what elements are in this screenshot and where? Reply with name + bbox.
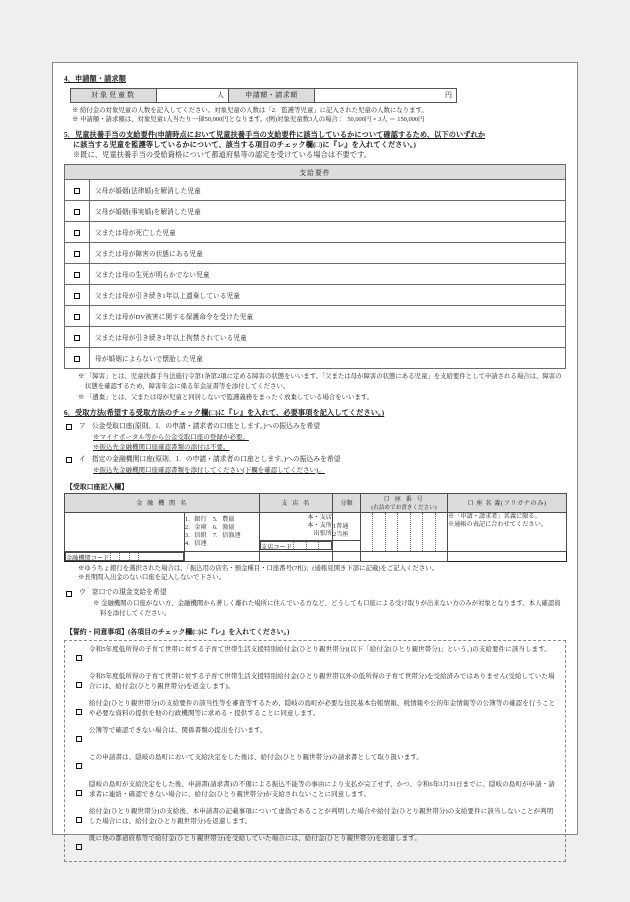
section-5-heading: [64, 131, 566, 160]
col-account-number-sub: (右詰めでお書きください): [361, 503, 447, 512]
consent-text-7: 給付金(ひとり親世帯分)の支給後、本申請書の記載事項について虚偽であることが判明した場合や給付金(ひとり親世帯分)の支給要件に該当しないことが判明した場合には、給付金(ひとり親世帯分)を返還します。: [89, 807, 554, 825]
consent-text-2: 令和5年度低所得の子育て世帯に対する子育て世帯生活支援特別給付金(ひとり親世帯以外の低所得の子育て世帯分)を受給済みではありません(受給していた場合には、給付金(ひとり親世帯分)を返金します)。: [89, 672, 555, 690]
section-5-heading-line3: ※既に、児童扶養手当の受給資格について都道府県等の認定を受けている場合は不要です。: [73, 150, 372, 159]
option-u-label: 窓口での現金支給を希望: [91, 589, 167, 597]
requirement-label-5: 父または母の生死が明らかでない児童: [90, 264, 566, 285]
requirement-label-3: 父または母が死亡した児童: [90, 222, 566, 243]
section-4-heading: [64, 75, 566, 85]
bank-kind-2: 2．金庫 6．漁協: [185, 523, 235, 531]
requirement-label-9: 母が婚姻によらないで懐胎した児童: [90, 348, 566, 369]
digit-cell[interactable]: [398, 513, 410, 551]
bank-code-filler-1: [185, 551, 260, 561]
digit-cell[interactable]: [138, 553, 147, 560]
branch-code-input[interactable]: [260, 541, 332, 550]
requirement-checkbox-1[interactable]: [65, 180, 90, 201]
bank-code-label: 金融機関コード: [66, 554, 110, 562]
children-count-label: 対象児童数: [71, 88, 157, 102]
section-5-note-2: ※ 「遺棄」とは、父または母が児童と同居しないで監護義務をまったく放棄している場合をいいます。: [78, 394, 374, 401]
branch-kind-2: 本・支所: [307, 522, 332, 530]
table-row: [65, 243, 566, 264]
support-requirements-header: 支給要件: [65, 165, 566, 180]
amount-label: 申請額・請求額: [229, 88, 315, 102]
checkbox-icon: [74, 335, 80, 341]
table-row: [65, 306, 566, 327]
bank-kind-3: 3．信組 7．信漁連: [185, 531, 241, 539]
requirement-label-6: 父または母が引き続き1年以上遺棄している児童: [90, 285, 566, 306]
digit-cell[interactable]: [306, 542, 319, 549]
branch-code-label: 支店コード: [261, 543, 292, 551]
option-u-note: ※ 金融機関の口座がない方、金融機関から著しく離れた場所に住んでいる方など、どうしても口座による受け取りが出来ない方のみが対象となります。本人確認資料を添付してください。: [93, 600, 561, 617]
col-branch-name: 支 店 名: [260, 493, 333, 512]
col-bank-name: 金 融 機 関 名: [65, 493, 260, 512]
requirement-checkbox-4[interactable]: [65, 243, 90, 264]
section-6-heading-text: 6．受取方法(希望する受取方法のチェック欄(□)に『レ』を入れて、必要事項を記入してください。): [64, 409, 385, 418]
bank-note-1: ※ゆうちょ銀行を選択された場合は、「振込用の店名・預金種目・口座番号(7桁)」(通帳見開き下部に記載)をご記入ください。: [78, 564, 438, 572]
support-requirements-table: [64, 164, 566, 369]
consent-heading: 【誓約・同意事項】(各項目のチェック欄(□)に『レ』を入れてください。): [66, 628, 290, 636]
digit-cell[interactable]: [361, 513, 373, 551]
col-account-number-title: 口 座 番 号: [383, 495, 425, 503]
table-header-row: [65, 165, 566, 180]
requirement-label-2: 父母が婚姻(事実婚)を解消した児童: [90, 201, 566, 222]
checkbox-icon: [74, 356, 80, 362]
bank-kind-options[interactable]: [185, 512, 260, 551]
table-row: [65, 512, 567, 540]
option-i-label: 指定の金融機関口座(原則、1．の申請・請求者の口座とします。)への振込みを希望: [91, 455, 341, 463]
requirement-label-1: 父母が婚姻(法律婚)を解消した児童: [90, 180, 566, 201]
digit-cell[interactable]: [423, 513, 435, 551]
bank-kind-1: 1．銀行 5．農協: [185, 515, 235, 523]
section-5-heading-line2: に該当する児童を監護等しているかについて、該当する項目のチェック欄(□)に『レ』を入れてください。): [73, 141, 417, 149]
table-row: [65, 551, 567, 561]
requirement-checkbox-9[interactable]: [65, 348, 90, 369]
holder-note-2: ※通帳の表記に合わせてください。: [448, 520, 547, 528]
table-row: [65, 180, 566, 201]
table-row: [65, 348, 566, 369]
bank-code-filler-2: [260, 551, 333, 561]
bank-code-input[interactable]: [65, 552, 184, 561]
section-5-note-1: ※ 「障害」とは、児童扶養手当法施行令第1条第2項に定める障害の状態をいいます。「父または母が障害の状態にある児童」を支給要件として申請される場合は、障害の状態を確認するため、障害年金に係る年金証書等を添付してください。: [78, 373, 562, 390]
consent-item[interactable]: [69, 807, 559, 829]
bank-code-filler-4: [361, 551, 448, 561]
digit-cell[interactable]: [293, 542, 306, 549]
consent-box: [64, 640, 566, 862]
consent-item[interactable]: [69, 645, 559, 667]
option-a-subnote-2: ※振込先金融機関口座確認書類の添付は不要。: [93, 443, 230, 451]
table-row: [65, 285, 566, 306]
checkbox-icon: [74, 251, 80, 257]
consent-text-5: この申請書は、隠岐の島町において支給決定をした後は、給付金(ひとり親世帯分)の請求書として取り扱います。: [89, 753, 424, 761]
receipt-option-u[interactable]: [66, 588, 566, 599]
digit-cell[interactable]: [119, 553, 128, 560]
consent-item[interactable]: [69, 672, 559, 694]
children-count-unit: 人: [217, 91, 224, 100]
checkbox-icon[interactable]: [66, 588, 72, 599]
requirement-checkbox-6[interactable]: [65, 285, 90, 306]
option-i-subnote-1: ※振込先金融機関口座確認書類を添付してください(下欄を確認してください)。: [93, 466, 325, 474]
consent-item[interactable]: [69, 699, 559, 721]
table-row: [65, 222, 566, 243]
section-4-note-1: ※ 給付金の対象児童の人数を記入してください。対象児童の人数は「2．監護等児童」に記入された児童の人数になります。: [72, 106, 428, 114]
digit-cell[interactable]: [318, 542, 331, 549]
checkbox-icon: [74, 293, 80, 299]
requirement-label-7: 父または母がDV被害に関する保護命令を受けた児童: [90, 306, 566, 327]
account-number-digits: [361, 513, 447, 551]
consent-text-8: 既に他の都道府県等で給付金(ひとり親世帯分)を受給していた場合には、給付金(ひとり親世帯分)を返還します。: [89, 834, 421, 842]
option-a-kana: ア: [79, 423, 86, 430]
checkbox-icon[interactable]: [69, 645, 89, 667]
col-account-holder: 口 座 名 義(フリガナのみ): [448, 493, 567, 512]
digit-cell[interactable]: [373, 513, 385, 551]
amount-input[interactable]: [315, 88, 457, 102]
account-type-2: 2当座: [333, 530, 349, 538]
document-page: [52, 62, 578, 842]
account-holder-input[interactable]: [448, 512, 567, 551]
checkbox-icon: [74, 188, 80, 194]
table-row: [65, 201, 566, 222]
checkbox-icon[interactable]: [69, 834, 89, 856]
section-4-note-2: ※ 申請額・請求額は、対象児童1人当たり一律50,000円となります。(例)対象児童数3人の場合 ： 50,000円 × 3人 ＝ 150,000円: [72, 116, 425, 123]
digit-cell[interactable]: [129, 553, 138, 560]
requirement-checkbox-8[interactable]: [65, 327, 90, 348]
bank-code-digits: [110, 553, 146, 560]
consent-item[interactable]: [69, 753, 559, 775]
digit-cell[interactable]: [436, 513, 447, 551]
receipt-option-i[interactable]: [66, 455, 566, 466]
consent-text-6: 隠岐の島町が支給決定をした後、申請書(請求書)の不備による振込不能等の事由により支払が完了せず、かつ、令和6年3月31日までに、隠岐の島町が申請・請求者に連絡・確認できない場合に、給付金(ひとり親世帯分)が支給されないことに同意します。: [89, 780, 555, 798]
bank-code-filler-3: [333, 551, 361, 561]
bank-name-input[interactable]: [65, 512, 185, 551]
col-account-type: 分類: [333, 493, 361, 512]
section-5-heading-line1: 5．児童扶養手当の支給要件(申請時点において児童扶養手当の支給要件に該当しているかについて確認するため、以下のいずれか: [64, 131, 486, 140]
branch-kind-3: 出張所: [313, 530, 332, 538]
checkbox-icon: [74, 230, 80, 236]
branch-code-digits: [293, 542, 331, 549]
checkbox-icon[interactable]: [66, 455, 72, 466]
requirement-checkbox-2[interactable]: [65, 201, 90, 222]
bank-kind-4: 4．信連: [185, 539, 207, 547]
option-a-label: 公金受取口座(原則、1．の申請・請求者の口座とします。)への振込みを希望: [91, 423, 321, 430]
table-row: [65, 264, 566, 285]
digit-cell[interactable]: [110, 553, 119, 560]
requirement-label-8: 父または母が引き続き1年以上拘禁されている児童: [90, 327, 566, 348]
requirement-checkbox-3[interactable]: [65, 222, 90, 243]
amount-table: [70, 88, 457, 103]
account-type-options[interactable]: [333, 512, 361, 540]
bank-box-title: 【受取口座記入欄】: [66, 483, 129, 491]
option-i-kana: イ: [79, 455, 86, 463]
branch-kind-1: 本・支店: [307, 514, 332, 522]
section-6-heading: [64, 409, 566, 419]
col-account-number: [361, 493, 448, 512]
checkbox-icon[interactable]: [69, 726, 89, 748]
bank-note-2: ※長期間入出金のない口座を記入しないで下さい。: [78, 573, 225, 581]
digit-cell[interactable]: [386, 513, 398, 551]
checkbox-icon[interactable]: [69, 807, 89, 829]
checkbox-icon[interactable]: [69, 780, 89, 802]
consent-item[interactable]: [69, 834, 559, 856]
option-a-subnote-1: ※マイナポータル等から公金受取口座の登録が必要。: [93, 434, 249, 442]
receipt-option-a[interactable]: [66, 422, 566, 433]
table-header-row: [65, 493, 567, 512]
consent-text-4: 公簿等で確認できない場合は、関係書類の提出を行います。: [89, 726, 267, 734]
bank-account-table: [64, 493, 567, 562]
section-4-heading-text: 4．申請額・請求額: [64, 75, 126, 83]
consent-text-1: 令和5年度低所得の子育て世帯に対する子育て世帯生活支援特別給付金(ひとり親世帯分)(以下「給付金(ひとり親世帯分)」という。)の支給要件に該当します。: [89, 645, 551, 653]
account-number-input[interactable]: [361, 512, 448, 551]
option-u-kana: ウ: [79, 589, 86, 597]
checkbox-icon: [74, 314, 80, 320]
table-row: [71, 88, 457, 102]
checkbox-icon[interactable]: [69, 699, 89, 721]
checkbox-icon[interactable]: [69, 672, 89, 694]
holder-note-1: ※「申請・請求者」名義に限る。: [448, 512, 541, 520]
checkbox-icon[interactable]: [69, 753, 89, 775]
account-type-spacer: [333, 540, 361, 551]
consent-text-3: 給付金(ひとり親世帯分)の支給要件の該当性等を審査等するため、隠岐の島町が必要な住民基本台帳情報、税情報や公的年金情報等の公簿等の確認を行うことや必要な資料の提供を他の行政機関等に求める・提供することに同意します。: [89, 699, 556, 717]
consent-item[interactable]: [69, 780, 559, 802]
requirement-checkbox-5[interactable]: [65, 264, 90, 285]
table-row: [65, 327, 566, 348]
digit-cell[interactable]: [411, 513, 423, 551]
children-count-input[interactable]: [157, 88, 229, 102]
checkbox-icon: [74, 272, 80, 278]
branch-name-input[interactable]: [260, 512, 333, 540]
consent-item[interactable]: [69, 726, 559, 748]
amount-unit: 円: [445, 91, 452, 100]
checkbox-icon: [74, 209, 80, 215]
account-type-1: 1普通: [333, 522, 349, 530]
requirement-label-4: 父または母が障害の状態にある児童: [90, 243, 566, 264]
requirement-checkbox-7[interactable]: [65, 306, 90, 327]
checkbox-icon[interactable]: [66, 422, 72, 433]
